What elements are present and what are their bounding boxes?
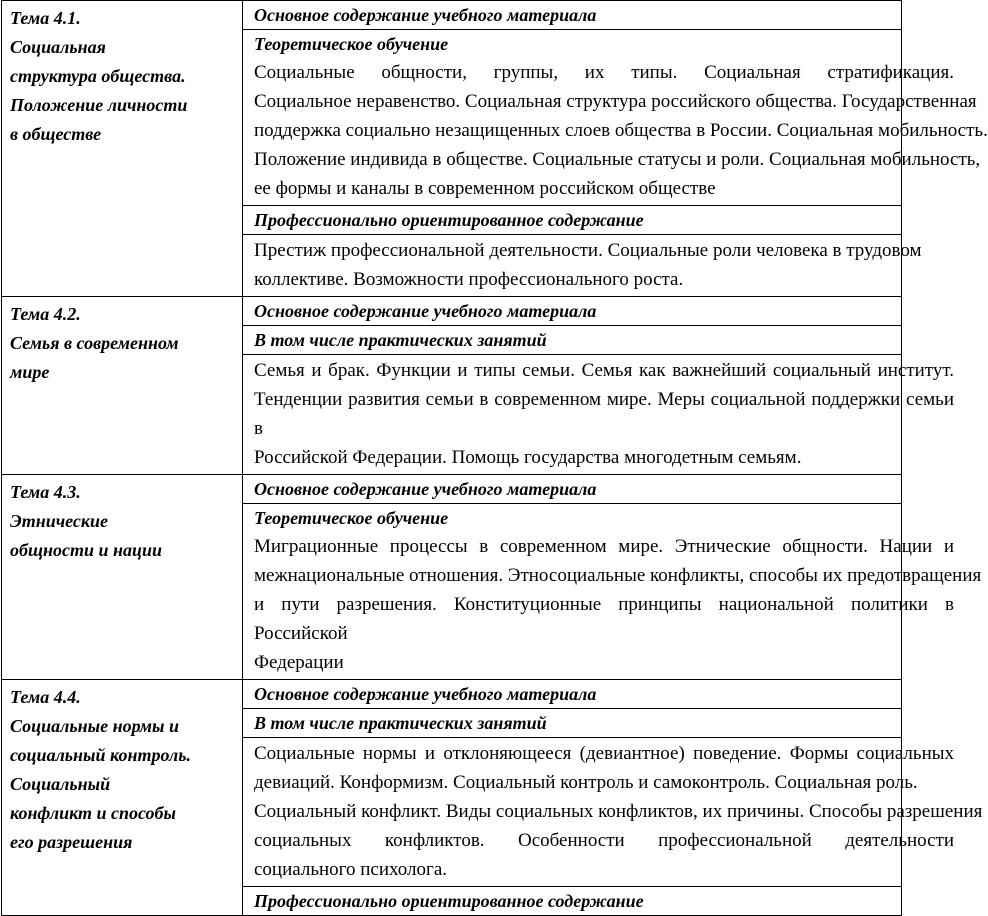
content-line: социальных конфликтов. Особенности профессиональной деятельности <box>254 830 954 851</box>
topic-title-line: Тема 4.2. <box>10 304 81 324</box>
topic-title-line: структура общества. <box>10 66 186 86</box>
topic-title-line: Тема 4.1. <box>10 8 81 28</box>
content-cell <box>243 475 902 504</box>
content-line: коллективе. Возможности профессионального роста. <box>254 269 684 290</box>
topic-title-line: Тема 4.3. <box>10 482 81 502</box>
section-header: Профессионально ориентированное содержание <box>254 210 644 230</box>
content-line: Тенденции развития семьи в современном мире. Меры социальной поддержки семьи в <box>254 389 954 439</box>
topic-title-line: в обществе <box>10 124 102 144</box>
topic-title-line: общности и нации <box>10 540 163 560</box>
content-line: Миграционные процессы в современном мире. Этнические общности. Нации и <box>254 536 954 557</box>
section-header: Теоретическое обучение <box>254 34 449 54</box>
content-line: поддержка социально незащищенных слоев общества в России. Социальная мобильность. <box>254 120 988 141</box>
content-cell <box>243 326 902 355</box>
topic-cell <box>2 297 243 475</box>
content-line: ее формы и каналы в современном российском обществе <box>254 178 716 199</box>
topic-title-line: Тема 4.4. <box>10 687 81 707</box>
topic-title-line: мире <box>10 362 50 382</box>
content-line: Российской Федерации. Помощь государства многодетным семьям. <box>254 447 802 468</box>
table-row <box>2 1 902 30</box>
content-line: Престиж профессиональной деятельности. Социальные роли человека в трудовом <box>254 240 922 261</box>
section-header: Основное содержание учебного материала <box>254 5 597 25</box>
content-line: Федерации <box>254 652 344 673</box>
content-cell <box>243 235 922 297</box>
content-cell <box>243 1 902 30</box>
content-line: и пути разрешения. Конституционные принципы национальной политики в Российской <box>254 594 954 644</box>
topic-title-line: Социальные нормы и <box>10 716 180 736</box>
topic-title-line: Социальный <box>10 774 111 794</box>
section-header: В том числе практических занятий <box>254 713 547 733</box>
topic-title-line: Семья в современном <box>10 333 179 353</box>
curriculum-table <box>1 0 988 916</box>
content-line: Положение индивида в обществе. Социальные статусы и роли. Социальная мобильность, <box>254 149 981 170</box>
content-line: девиаций. Конформизм. Социальный контроль и самоконтроль. Социальная роль. <box>254 772 918 793</box>
topic-title-line: социальный контроль. <box>10 745 191 765</box>
content-cell <box>243 297 902 326</box>
content-line: межнациональные отношения. Этносоциальные конфликты, способы их предотвращения <box>254 565 982 586</box>
section-header: В том числе практических занятий <box>254 330 547 350</box>
topic-title-line: Этнические <box>10 511 109 531</box>
content-cell <box>243 680 902 709</box>
content-cell <box>243 206 902 235</box>
topic-title-line: конфликт и способы <box>10 803 177 823</box>
section-header: Основное содержание учебного материала <box>254 301 597 321</box>
content-cell <box>243 30 988 206</box>
table-row <box>2 297 902 326</box>
section-header: Теоретическое обучение <box>254 508 449 528</box>
section-header: Профессионально ориентированное содержание <box>254 891 644 911</box>
section-header: Основное содержание учебного материала <box>254 479 597 499</box>
content-cell <box>243 738 983 887</box>
content-line: Социальные общности, группы, их типы. Социальная стратификация. <box>254 62 954 83</box>
topic-title-line: его разрешения <box>10 832 133 852</box>
topic-title-line: Социальная <box>10 37 106 57</box>
table-row <box>2 680 902 709</box>
content-line: Социальные нормы и отклоняющееся (девиантное) поведение. Формы социальных <box>254 743 954 764</box>
content-line: Социальный конфликт. Виды социальных конфликтов, их причины. Способы разрешения <box>254 801 983 822</box>
content-line: социального психолога. <box>254 859 448 880</box>
content-cell <box>243 709 902 738</box>
content-line: Семья и брак. Функции и типы семьи. Семья как важнейший социальный институт. <box>254 360 954 381</box>
table-row <box>2 475 902 504</box>
content-cell <box>243 887 902 916</box>
topic-title-line: Положение личности <box>10 95 188 115</box>
content-cell <box>243 355 954 475</box>
content-cell <box>243 504 982 680</box>
topic-cell <box>2 1 243 297</box>
content-line: Социальное неравенство. Социальная структура российского общества. Государственная <box>254 91 977 112</box>
topic-cell <box>2 475 243 680</box>
section-header: Основное содержание учебного материала <box>254 684 597 704</box>
topic-cell <box>2 680 243 916</box>
